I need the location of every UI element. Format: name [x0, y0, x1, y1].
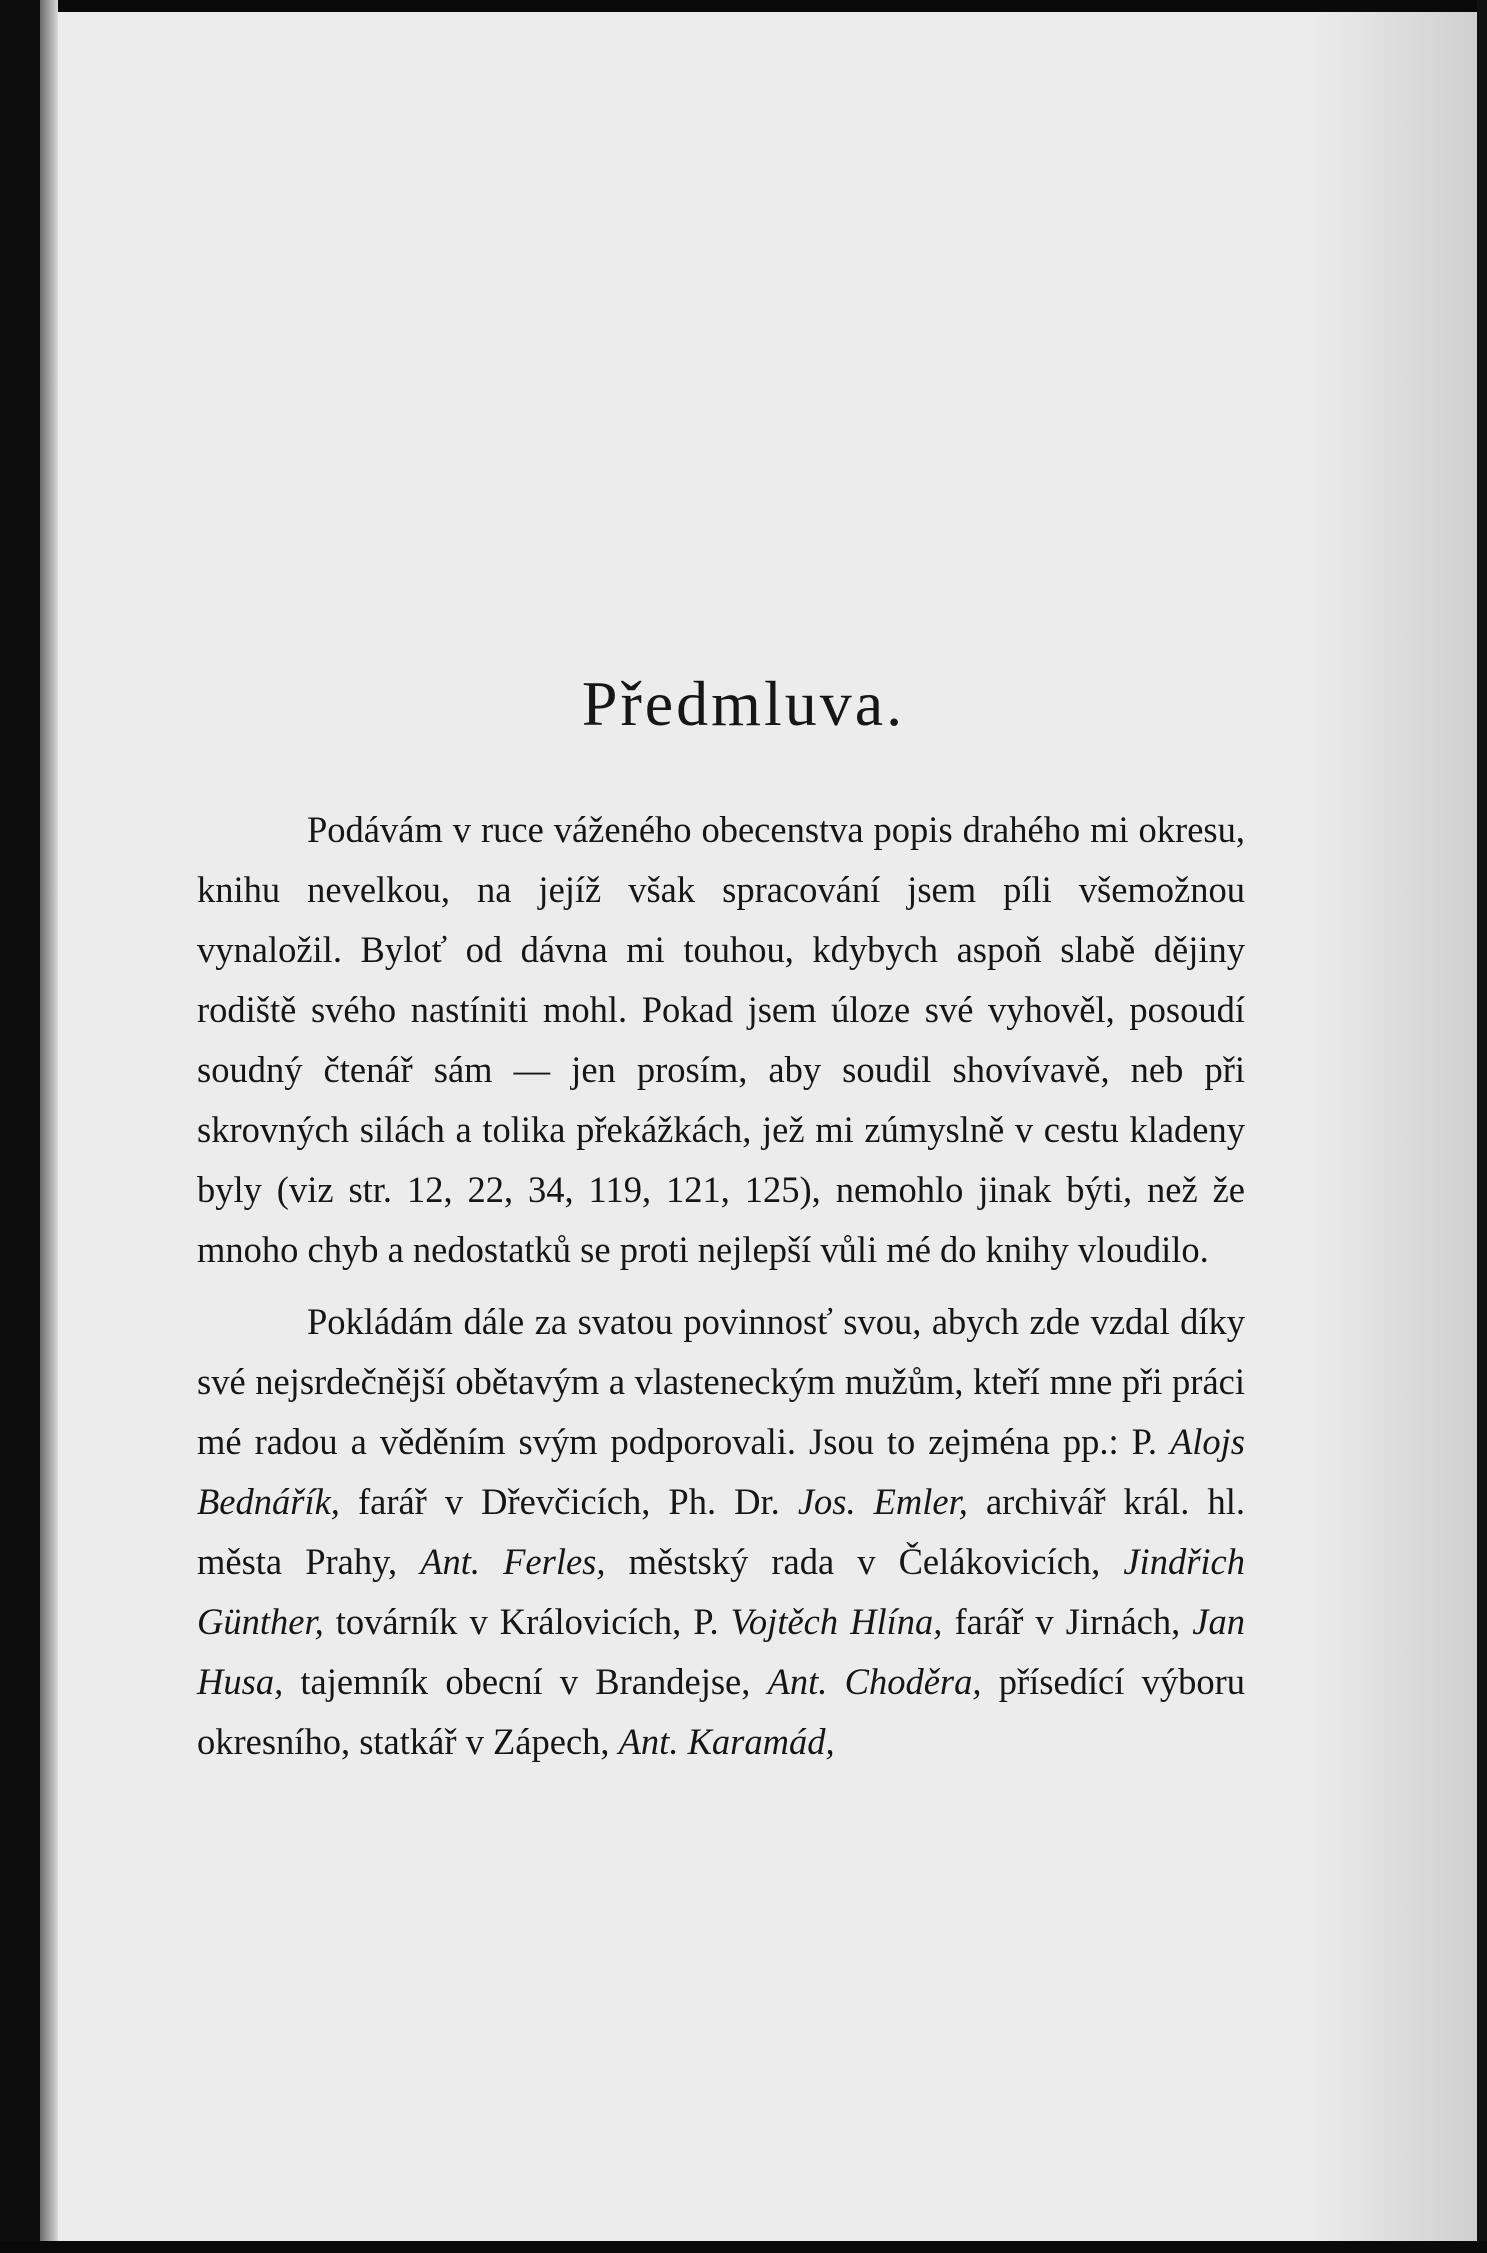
text-segment: farář v Dřevčicích, Ph. Dr.	[339, 1481, 798, 1522]
scan-border-top	[0, 0, 1487, 12]
person-name: Ant. Karamád,	[618, 1721, 835, 1762]
person-name: Ant. Choděra,	[767, 1661, 982, 1702]
paragraph-1: Podávám v ruce váženého obecenstva popis drahého mi okresu, knihu nevelkou, na jejíž však spracování jsem píli všemožnou vynaložil. Byloť od dávna mi touhou, kdybych aspoň slabě dějiny rodiště svého nastíniti mohl. Pokad jsem úloze své vyhověl, posoudí soudný čtenář sám — jen prosím, aby soudil shovívavě, neb při skrovných silách a tolika překážkách, jež mi zúmyslně v cestu kladeny byly (viz str. 12, 22, 34, 119, 121, 125), nemohlo jinak býti, než že mnoho chyb a nedostatků se proti nejlepší vůli mé do knihy vloudilo.	[197, 809, 1245, 1270]
person-name: Jan Husa,	[197, 1601, 1245, 1702]
page-edge-shadow	[40, 0, 58, 2253]
text-segment: farář v Jirnách,	[942, 1601, 1193, 1642]
paragraph-2	[197, 1292, 1245, 1772]
paragraph-2-intro: Pokládám dále za svatou povinnosť svou, abych zde vzdal díky své nejsrdečnější obětavým a vlasteneckým mužům, kteří mne při práci mé radou a věděním svým podporovali. Jsou to zejména pp.:	[197, 1301, 1245, 1462]
text-segment: továrník v Královicích, P.	[323, 1601, 731, 1642]
person-name: Ant. Ferles,	[420, 1541, 606, 1582]
text-segment: archivář král. hl. města Prahy,	[197, 1481, 1245, 1582]
person-name: Jindřich Günther,	[197, 1541, 1245, 1642]
page-title: Předmluva.	[581, 667, 906, 739]
person-name: Jos. Emler,	[797, 1481, 968, 1522]
scan-border-right	[1477, 0, 1487, 2253]
page-right-shading	[1307, 0, 1477, 2253]
text-segment: městský rada v Čelákovicích,	[605, 1541, 1124, 1582]
person-name: Vojtěch Hlína,	[730, 1601, 943, 1642]
scan-border-left	[0, 0, 40, 2253]
text-segment: P.	[1131, 1421, 1170, 1462]
scan-border-bottom	[0, 2241, 1487, 2253]
person-name: Alojs Bednářík,	[197, 1421, 1245, 1522]
preface-body	[197, 800, 1245, 1772]
text-segment: tajemník obecní v Brandejse,	[283, 1661, 768, 1702]
text-segment: přísedící výboru okresního, statkář v Zápech,	[197, 1661, 1246, 1762]
